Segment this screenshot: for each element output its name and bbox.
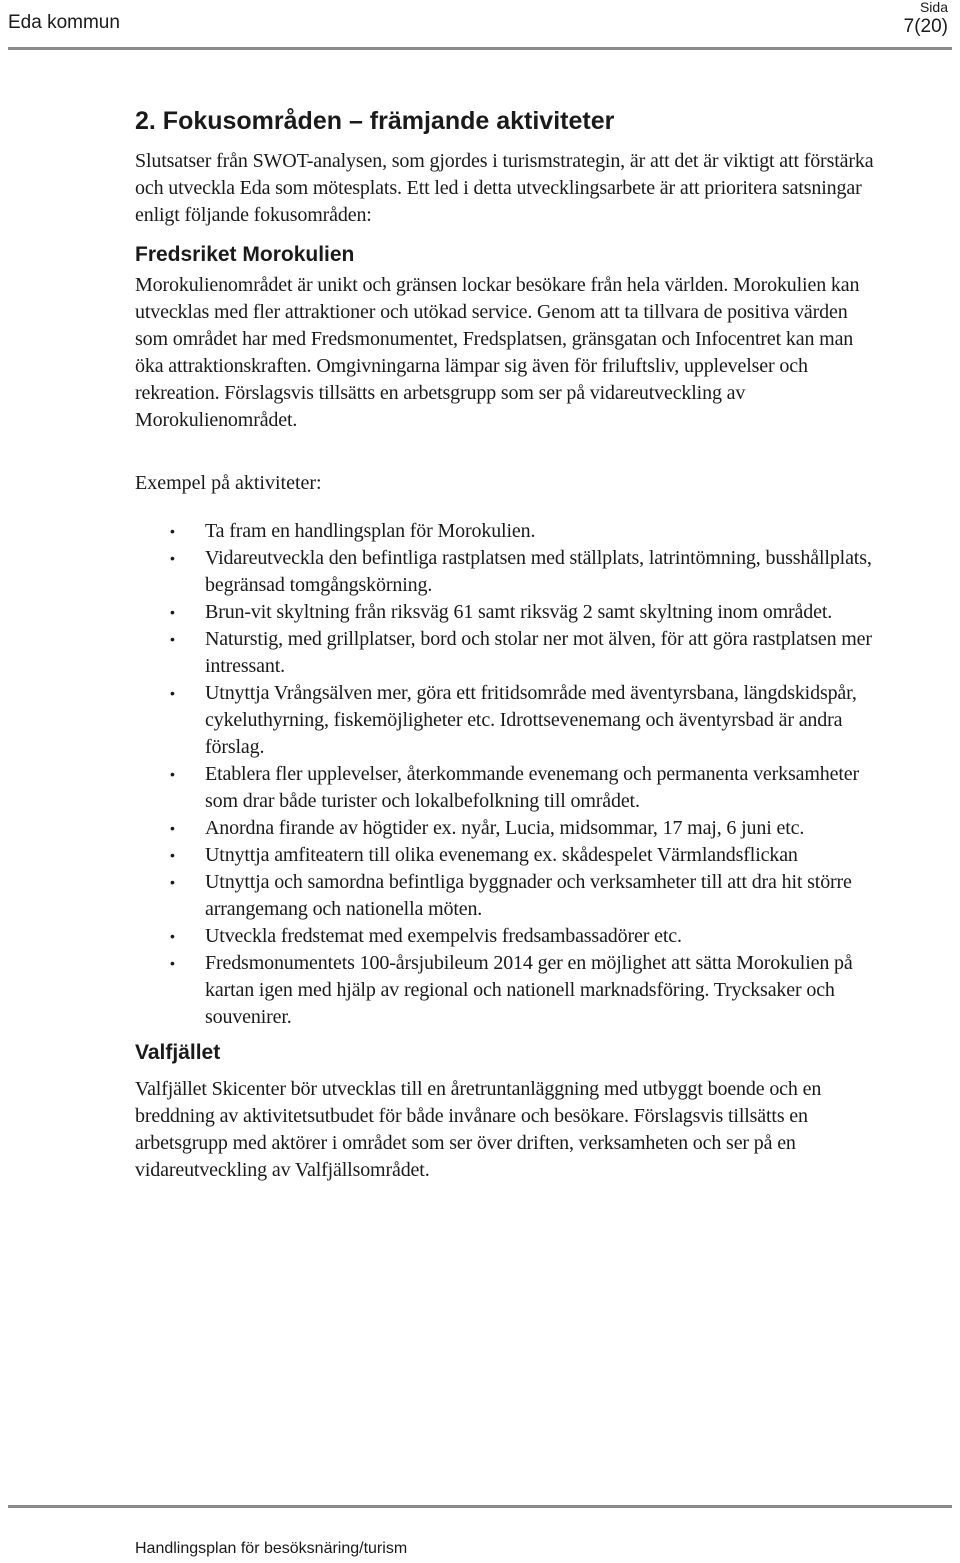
header-organization: Eda kommun (8, 12, 120, 33)
list-item (135, 842, 875, 869)
bullet-icon: • (170, 928, 175, 944)
list-item (135, 599, 875, 626)
list-item-text: Brun-vit skyltning från riksväg 61 samt riksväg 2 samt skyltning inom området. (205, 601, 833, 623)
list-item-text: Utnyttja Vrångsälven mer, göra ett fritidsområde med äventyrsbana, längdskidspår, cykeluthyrning, fiskemöjligheter etc. Idrottsevenemang och äventyrsbad är andra förslag. (205, 682, 857, 758)
list-item-text: Utveckla fredstemat med exempelvis fredsambassadörer etc. (205, 925, 682, 947)
section-heading-morokulien: Fredsriket Morokulien (135, 243, 355, 266)
bullet-icon: • (170, 847, 175, 863)
list-item-text: Anordna firande av högtider ex. nyår, Lucia, midsommar, 17 maj, 6 juni etc. (205, 817, 805, 839)
footer-divider (8, 1505, 952, 1508)
list-item-text: Naturstig, med grillplatser, bord och stolar ner mot älven, för att göra rastplatsen mer intressant. (205, 628, 872, 677)
list-item-text: Ta fram en handlingsplan för Morokulien. (205, 520, 536, 542)
list-item (135, 626, 875, 680)
header-divider (8, 47, 952, 50)
bullet-icon: • (170, 523, 175, 539)
list-item-text: Utnyttja och samordna befintliga byggnader och verksamheter till att dra hit större arrangemang och nationella möten. (205, 871, 852, 920)
examples-label: Exempel på aktiviteter: (135, 472, 322, 494)
list-item (135, 518, 875, 545)
bullet-icon: • (170, 874, 175, 890)
list-item (135, 923, 875, 950)
list-item (135, 545, 875, 599)
list-item (135, 761, 875, 815)
page-title: 2. Fokusområden – främjande aktiviteter (135, 107, 615, 135)
intro-paragraph: Slutsatser från SWOT-analysen, som gjordes i turismstrategin, är att det är viktigt att förstärka och utveckla Eda som mötesplats. Ett led i detta utvecklingsarbete är att prioritera satsningar enligt följande fokusområden: (135, 150, 874, 226)
section-body-morokulien: Morokulienområdet är unikt och gränsen lockar besökare från hela världen. Morokulien kan utvecklas med fler attraktioner och utökad service. Genom att ta tillvara de positiva värden som området har med Fredsmonumentet, Fredsplatsen, gränsgatan och Infocentret kan man öka attraktionskraften. Omgivningarna lämpar sig även för friluftsliv, upplevelser och rekreation. Förslagsvis tillsätts en arbetsgrupp som ser på vidareutveckling av Morokulienområdet. (135, 274, 860, 431)
activity-list (135, 518, 875, 1031)
bullet-icon: • (170, 550, 175, 566)
list-item (135, 680, 875, 761)
page-number: 7(20) (903, 16, 948, 37)
page-label: Sida (919, 0, 948, 15)
section-body-valfjallet: Valfjället Skicenter bör utvecklas till en åretruntanläggning med utbyggt boende och en breddning av aktivitetsutbudet för både invånare och besökare. Förslagsvis tillsätts en arbetsgrupp med aktörer i området som ser över driften, verksamheten och ser på en vidareutveckling av Valfjällsområdet. (135, 1078, 822, 1181)
document-content (135, 104, 875, 1184)
bullet-icon: • (170, 766, 175, 782)
page-indicator (904, 0, 948, 38)
bullet-icon: • (170, 685, 175, 701)
bullet-icon: • (170, 955, 175, 971)
list-item (135, 869, 875, 923)
bullet-icon: • (170, 604, 175, 620)
list-item-text: Etablera fler upplevelser, återkommande evenemang och permanenta verksamheter som drar både turister och lokalbefolkning till området. (205, 763, 859, 812)
footer-document-title: Handlingsplan för besöksnäring/turism (135, 1540, 408, 1557)
list-item-text: Utnyttja amfiteatern till olika evenemang ex. skådespelet Värmlandsflickan (205, 844, 798, 866)
bullet-icon: • (170, 820, 175, 836)
list-item (135, 950, 875, 1031)
list-item-text: Vidareutveckla den befintliga rastplatsen med ställplats, latrintömning, busshållplats, begränsad tomgångskörning. (205, 547, 872, 596)
section-heading-valfjallet: Valfjället (135, 1041, 221, 1064)
list-item (135, 815, 875, 842)
bullet-icon: • (170, 631, 175, 647)
list-item-text: Fredsmonumentets 100-årsjubileum 2014 ger en möjlighet att sätta Morokulien på kartan igen med hjälp av regional och nationell marknadsföring. Trycksaker och souvenirer. (205, 952, 853, 1028)
